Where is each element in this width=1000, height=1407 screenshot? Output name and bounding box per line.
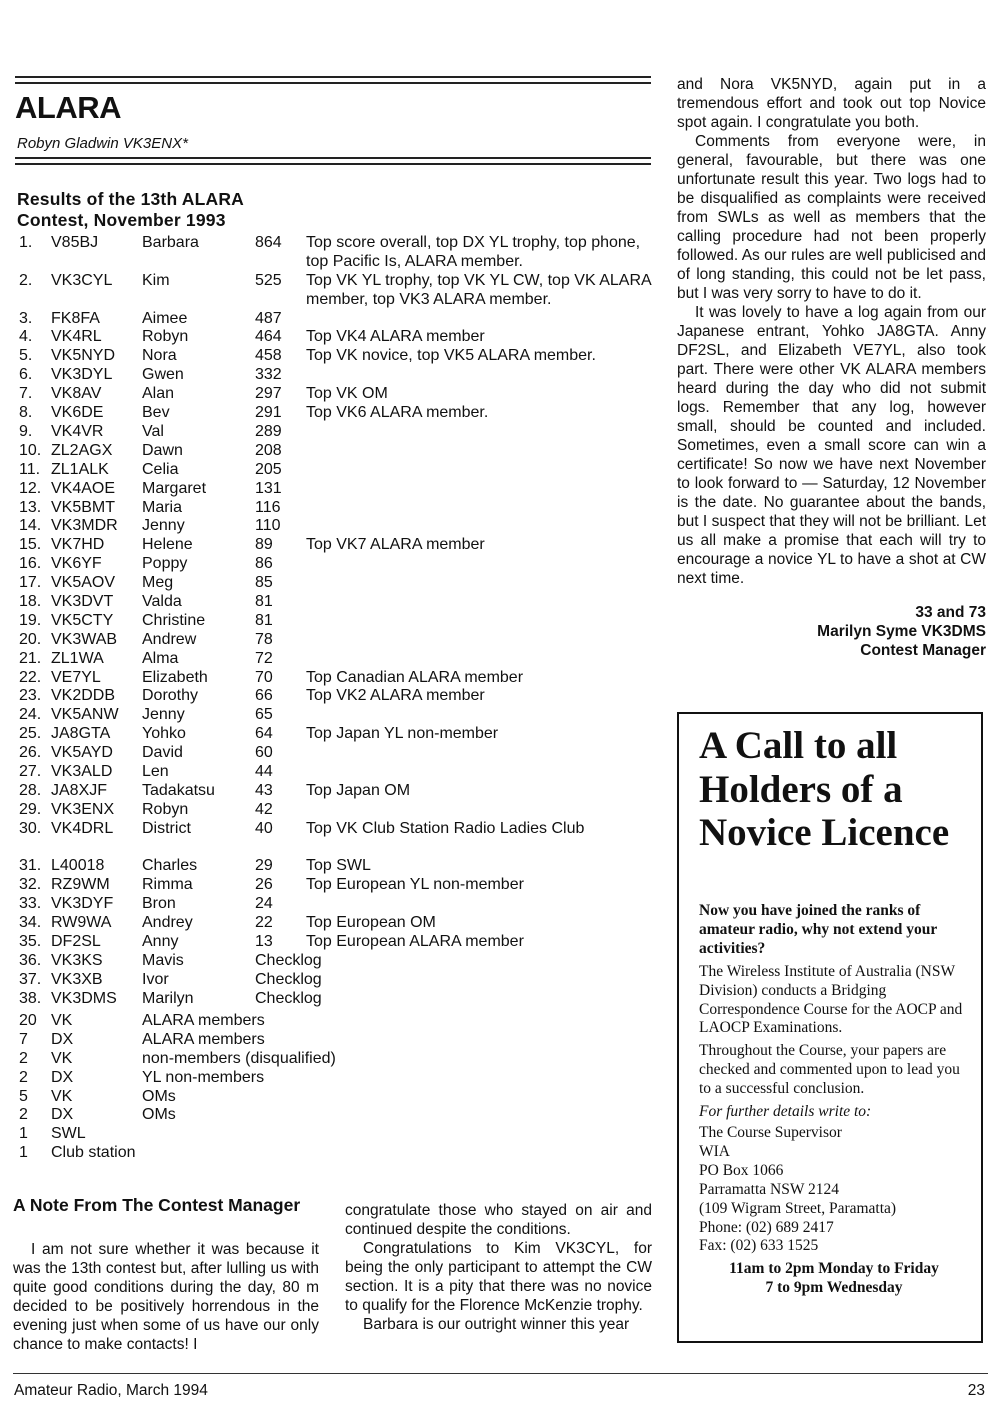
result-callsign: JA8XJF (51, 781, 108, 799)
result-position: 18. (19, 592, 42, 610)
result-row (19, 404, 659, 423)
result-callsign: VK6DE (51, 404, 104, 422)
result-name: Nora (142, 347, 177, 365)
note-column-1 (13, 1240, 319, 1354)
result-note: Top score overall, top DX YL trophy, top phone, top Pacific Is, ALARA member. (306, 234, 641, 270)
result-score: 22 (255, 914, 273, 932)
result-name: David (142, 744, 183, 762)
result-position: 17. (19, 574, 42, 592)
summary-category: ALARA members (142, 1012, 265, 1029)
result-score: 289 (255, 422, 282, 440)
result-position: 28. (19, 781, 42, 799)
result-row (19, 385, 659, 404)
result-callsign: VK5AOV (51, 574, 116, 592)
result-name: Valda (142, 592, 182, 610)
result-position: 35. (19, 933, 42, 950)
result-row (19, 857, 659, 876)
result-position: 14. (19, 517, 42, 535)
result-note: Top Japan YL non-member (306, 725, 499, 743)
result-score: 60 (255, 744, 273, 762)
result-name: Aimee (142, 309, 188, 327)
result-name: District (142, 819, 191, 837)
result-position: 5. (19, 347, 33, 365)
result-row (19, 555, 659, 574)
result-row (19, 423, 659, 442)
header-bottom-rule-2 (15, 163, 651, 165)
result-callsign: VK3CYL (51, 271, 113, 289)
result-row (19, 706, 659, 725)
result-callsign: VK3ENX (51, 800, 115, 818)
result-position: 15. (19, 536, 42, 554)
result-row (19, 612, 659, 631)
summary-count: 7 (19, 1030, 28, 1048)
result-position: 21. (19, 649, 42, 667)
result-row (19, 782, 659, 801)
result-row (19, 631, 659, 650)
result-score: 64 (255, 725, 273, 743)
result-score: 65 (255, 706, 273, 724)
result-position: 16. (19, 555, 42, 573)
advert-paragraph: The Wireless Institute of Australia (NSW Division) conducts a Bridging Correspondence Course for the AOCP and LAOCP Examinations. (699, 962, 963, 1037)
result-row (19, 933, 659, 952)
result-score: 44 (255, 762, 273, 780)
result-callsign: RZ9WM (51, 876, 110, 894)
result-score: 43 (255, 781, 273, 799)
result-note: Top VK4 ALARA member (306, 328, 485, 346)
result-row (19, 744, 659, 763)
result-name: Bron (142, 895, 176, 913)
summary-row (19, 1144, 419, 1163)
result-position: 23. (19, 687, 42, 705)
result-name: Marilyn (142, 989, 194, 1007)
result-name: Alma (142, 649, 179, 667)
result-name: Charles (142, 857, 198, 875)
result-row (19, 366, 659, 385)
right-paragraph: It was lovely to have a log again from our Japanese entrant, Yohko JA8GTA. Anny DF2SL, and Elizabeth VE7YL, also took part. There were other VK ALARA members heard during the day who did not submit logs. Remember that any log, however small, should be counted and included. Sometimes, even a small score can win a certificate! So now we have next November to look forward to — Saturday, 12 November is the date. No guarantee about the bands, but I suspect that they will not be brilliant. Let us all make a promise that each will try to encourage a novice YL to have a shot at CW next time. (677, 304, 986, 587)
result-row (19, 593, 659, 612)
result-row (19, 347, 659, 366)
result-name: Robyn (142, 328, 189, 346)
result-position: 25. (19, 725, 42, 743)
header-top-rule (15, 76, 651, 78)
summary-category: OMs (142, 1087, 176, 1105)
result-callsign: VK4RL (51, 328, 102, 346)
result-score: 131 (255, 479, 282, 497)
result-position: 22. (19, 668, 42, 686)
result-score: 864 (255, 234, 282, 251)
result-callsign: VK5BMT (51, 498, 116, 516)
summary-region: DX (51, 1030, 74, 1048)
summary-count: 20 (19, 1012, 37, 1029)
fax-line: Fax: (02) 633 1525 (699, 1237, 819, 1255)
result-score: 110 (255, 517, 281, 535)
summary-row (19, 1125, 419, 1144)
footer-publication: Amateur Radio, March 1994 (14, 1382, 208, 1399)
right-paragraph: and Nora VK5NYD, again put in a tremendous effort and took out top Novice spot again. I congratulate you both. (677, 76, 986, 131)
result-callsign: VK5CTY (51, 611, 114, 629)
result-score: 332 (255, 366, 282, 384)
right-paragraph: Comments from everyone were, in general, favourable, but there was one unfortunate result this year. Two logs had to be disqualified as complaints were received from SWLs as well as members that the calling procedure had not been properly followed. As our rules are well publicised and of long standing, this could not be let pass, but I was very sorry to have to do it. (677, 133, 986, 302)
result-position: 4. (19, 328, 33, 346)
result-row (19, 461, 659, 480)
result-score: 205 (255, 460, 282, 478)
result-name: Yohko (142, 725, 186, 743)
result-score: 85 (255, 574, 273, 592)
result-row (19, 310, 659, 329)
result-name: Jenny (142, 517, 185, 535)
result-position: 26. (19, 744, 42, 762)
address-line: PO Box 1066 (699, 1161, 784, 1179)
result-name: Gwen (142, 366, 184, 384)
summary-region: SWL (51, 1125, 86, 1143)
result-position: 20. (19, 630, 42, 648)
result-note: Top European OM (306, 914, 436, 932)
note-column-2 (345, 1201, 652, 1334)
result-name: Andrey (142, 914, 193, 932)
result-callsign: VK8AV (51, 385, 102, 403)
summary-row (19, 1106, 419, 1125)
result-name: Bev (142, 404, 170, 422)
result-position: 2. (19, 271, 33, 289)
summary-category: non-members (disqualified) (142, 1049, 336, 1067)
result-position: 33. (19, 895, 42, 913)
result-row (19, 517, 659, 536)
result-name: Margaret (142, 479, 207, 497)
result-note: Top European YL non-member (306, 876, 524, 894)
summary-region: DX (51, 1068, 74, 1086)
summary-count: 1 (19, 1144, 28, 1162)
result-row (19, 801, 659, 820)
result-name: Alan (142, 385, 175, 403)
summary-count: 2 (19, 1068, 28, 1086)
result-name: Anny (142, 933, 179, 950)
result-note: Top VK YL trophy, top VK YL CW, top VK ALARA member, top VK3 ALARA member. (306, 271, 651, 308)
summary-category: OMs (142, 1106, 176, 1124)
result-name: Helene (142, 536, 193, 554)
result-score: 29 (255, 857, 273, 875)
result-score: 66 (255, 687, 273, 705)
header-bottom-rule (15, 157, 651, 159)
result-callsign: ZL1WA (51, 649, 104, 667)
page-number: 23 (967, 1382, 985, 1399)
result-row (19, 480, 659, 499)
result-name: Mavis (142, 951, 184, 969)
result-callsign: VK3DMS (51, 989, 117, 1007)
result-name: Celia (142, 460, 179, 478)
footer-rule (13, 1373, 988, 1374)
result-score: 72 (255, 649, 273, 667)
result-row (19, 499, 659, 518)
result-note: Top VK Club Station Radio Ladies Club (306, 819, 585, 837)
summary-count: 2 (19, 1106, 28, 1124)
results-heading: Results of the 13th ALARA Contest, November 1993 (17, 189, 244, 230)
result-score: 26 (255, 876, 273, 894)
result-score: Checklog (255, 970, 322, 988)
result-name: Tadakatsu (142, 781, 215, 799)
result-callsign: JA8GTA (51, 725, 111, 743)
result-callsign: VK6YF (51, 555, 102, 573)
header-top-rule-2 (15, 82, 651, 84)
result-row (19, 650, 659, 669)
result-name: Dorothy (142, 687, 199, 705)
result-callsign: V85BJ (51, 234, 99, 251)
result-callsign: VK7HD (51, 536, 105, 554)
result-score: 116 (255, 498, 281, 516)
result-position: 37. (19, 970, 42, 988)
result-position: 6. (19, 366, 33, 384)
result-position: 19. (19, 611, 42, 629)
result-row (19, 272, 659, 310)
result-name: Andrew (142, 630, 197, 648)
result-callsign: VK3WAB (51, 630, 118, 648)
result-score: 464 (255, 328, 282, 346)
result-name: Rimma (142, 876, 193, 894)
address-line: Parramatta NSW 2124 (699, 1180, 840, 1198)
summary-region: VK (51, 1012, 73, 1029)
result-note: Top VK7 ALARA member (306, 536, 485, 554)
summary-row (19, 1088, 419, 1107)
result-position: 1. (19, 234, 33, 251)
result-callsign: VK5NYD (51, 347, 116, 365)
address-line: (109 Wigram Street, Paramatta) (699, 1199, 897, 1217)
summary-count: 1 (19, 1125, 28, 1143)
result-callsign: VK4VR (51, 422, 104, 440)
result-callsign: VK3KS (51, 951, 103, 969)
result-note: Top VK2 ALARA member (306, 687, 485, 705)
result-score: 42 (255, 800, 273, 818)
result-score: 70 (255, 668, 273, 686)
summary-row (19, 1069, 419, 1088)
result-name: Meg (142, 574, 174, 592)
summary-row (19, 1012, 419, 1031)
result-note: Top European ALARA member (306, 933, 524, 950)
address-line: WIA (699, 1142, 730, 1160)
result-position: 38. (19, 989, 42, 1007)
result-callsign: VK4DRL (51, 819, 114, 837)
result-note: Top VK6 ALARA member. (306, 404, 489, 422)
result-name: Christine (142, 611, 206, 629)
result-callsign: VK3MDR (51, 517, 118, 535)
result-note: Top SWL (306, 857, 371, 875)
result-score: Checklog (255, 989, 322, 1007)
result-score: 89 (255, 536, 273, 554)
result-score: 291 (255, 404, 282, 422)
result-row (19, 687, 659, 706)
result-score: 24 (255, 895, 273, 913)
result-callsign: VK2DDB (51, 687, 116, 705)
result-row (19, 820, 659, 858)
advert-write-to: For further details write to: (699, 1103, 872, 1121)
note-paragraph: Barbara is our outright winner this year (363, 1316, 630, 1333)
byline: Robyn Gladwin VK3ENX* (17, 135, 188, 152)
result-position: 8. (19, 404, 33, 422)
result-row (19, 328, 659, 347)
result-score: 81 (255, 592, 273, 610)
note-paragraph: congratulate those who stayed on air and continued despite the conditions. (345, 1202, 652, 1238)
result-callsign: VE7YL (51, 668, 101, 686)
result-score: 78 (255, 630, 273, 648)
result-name: Robyn (142, 800, 189, 818)
results-summary (19, 1012, 419, 1163)
result-callsign: ZL2AGX (51, 441, 113, 459)
result-position: 7. (19, 385, 33, 403)
result-position: 27. (19, 762, 42, 780)
result-position: 36. (19, 951, 42, 969)
result-callsign: RW9WA (51, 914, 112, 932)
result-score: 208 (255, 441, 282, 459)
result-score: 13 (255, 933, 273, 950)
advert-hours (699, 1260, 969, 1298)
column-title: ALARA (15, 90, 121, 125)
result-row (19, 895, 659, 914)
novice-course-advert (677, 712, 983, 1343)
summary-row (19, 1031, 419, 1050)
result-row (19, 990, 659, 1009)
result-row (19, 876, 659, 895)
summary-region: VK (51, 1049, 73, 1067)
summary-category: YL non-members (142, 1068, 265, 1086)
summary-count: 5 (19, 1087, 28, 1105)
result-note: Top Canadian ALARA member (306, 668, 524, 686)
summary-region: Club station (51, 1144, 136, 1162)
result-name: Kim (142, 271, 170, 289)
result-name: Elizabeth (142, 668, 208, 686)
result-callsign: VK4AOE (51, 479, 116, 497)
result-position: 3. (19, 309, 33, 327)
advert-paragraph: Throughout the Course, your papers are checked and commented upon to lead you to a successful conclusion. (699, 1042, 960, 1098)
result-position: 13. (19, 498, 42, 516)
result-score: 40 (255, 819, 273, 837)
result-score: 297 (255, 385, 282, 403)
result-position: 30. (19, 819, 42, 837)
result-row (19, 725, 659, 744)
result-row (19, 669, 659, 688)
advert-title: A Call to all Holders of a Novice Licence (699, 724, 950, 854)
hours-line: 7 to 9pm Wednesday (765, 1279, 903, 1297)
result-score: Checklog (255, 951, 322, 969)
result-score: 525 (255, 271, 282, 289)
result-score: 487 (255, 309, 282, 327)
result-callsign: VK5AYD (51, 744, 113, 762)
result-callsign: VK3DVT (51, 592, 114, 610)
summary-category: ALARA members (142, 1030, 265, 1048)
results-table (19, 234, 659, 1009)
signature-block (677, 603, 986, 660)
result-note: Top VK novice, top VK5 ALARA member. (306, 347, 596, 365)
result-row (19, 442, 659, 461)
result-note: Top VK OM (306, 385, 388, 403)
note-paragraph: I am not sure whether it was because it was the 13th contest but, after lulling us with quite good conditions during the day, 80 m decided to be positively horrendous in the evening just when some of us have our only chance to make contacts! I (13, 1241, 319, 1353)
result-row (19, 574, 659, 593)
result-position: 29. (19, 800, 42, 818)
result-score: 81 (255, 611, 273, 629)
result-name: Barbara (142, 234, 199, 251)
result-position: 34. (19, 914, 42, 932)
result-name: Dawn (142, 441, 183, 459)
advert-address (699, 1124, 969, 1256)
result-position: 10. (19, 441, 42, 459)
result-name: Maria (142, 498, 183, 516)
result-name: Jenny (142, 706, 185, 724)
result-callsign: L40018 (51, 857, 105, 875)
summary-row (19, 1050, 419, 1069)
note-heading: A Note From The Contest Manager (13, 1195, 301, 1215)
result-name: Ivor (142, 970, 169, 988)
result-row (19, 971, 659, 990)
result-position: 12. (19, 479, 42, 497)
signature-line: Contest Manager (860, 642, 986, 659)
result-callsign: VK3XB (51, 970, 103, 988)
address-line: The Course Supervisor (699, 1123, 842, 1141)
right-column-text (677, 75, 986, 588)
result-score: 458 (255, 347, 282, 365)
summary-region: VK (51, 1087, 73, 1105)
result-callsign: VK5ANW (51, 706, 119, 724)
result-row (19, 914, 659, 933)
summary-count: 2 (19, 1049, 28, 1067)
signature-line: 33 and 73 (915, 604, 986, 621)
result-row (19, 763, 659, 782)
result-callsign: DF2SL (51, 933, 101, 950)
result-position: 31. (19, 857, 42, 875)
result-callsign: VK3ALD (51, 762, 113, 780)
result-name: Val (142, 422, 164, 440)
result-row (19, 234, 659, 272)
result-callsign: FK8FA (51, 309, 100, 327)
result-name: Poppy (142, 555, 188, 573)
phone-line: Phone: (02) 689 2417 (699, 1218, 834, 1236)
result-callsign: ZL1ALK (51, 460, 109, 478)
result-callsign: VK3DYF (51, 895, 114, 913)
result-name: Len (142, 762, 169, 780)
advert-lead: Now you have joined the ranks of amateur radio, why not extend your activities? (699, 902, 937, 957)
result-row (19, 952, 659, 971)
result-position: 24. (19, 706, 42, 724)
summary-region: DX (51, 1106, 74, 1124)
result-note: Top Japan OM (306, 781, 411, 799)
signature-line: Marilyn Syme VK3DMS (817, 623, 986, 640)
result-score: 86 (255, 555, 273, 573)
result-position: 32. (19, 876, 42, 894)
result-position: 11. (19, 460, 41, 478)
note-paragraph: Congratulations to Kim VK3CYL, for being the only participant to attempt the CW section. It is a pity that there was no novice to qualify for the Florence McKenzie trophy. (345, 1240, 652, 1314)
advert-body (699, 902, 969, 1298)
result-position: 9. (19, 422, 33, 440)
result-callsign: VK3DYL (51, 366, 113, 384)
hours-line: 11am to 2pm Monday to Friday (729, 1260, 939, 1278)
result-row (19, 536, 659, 555)
